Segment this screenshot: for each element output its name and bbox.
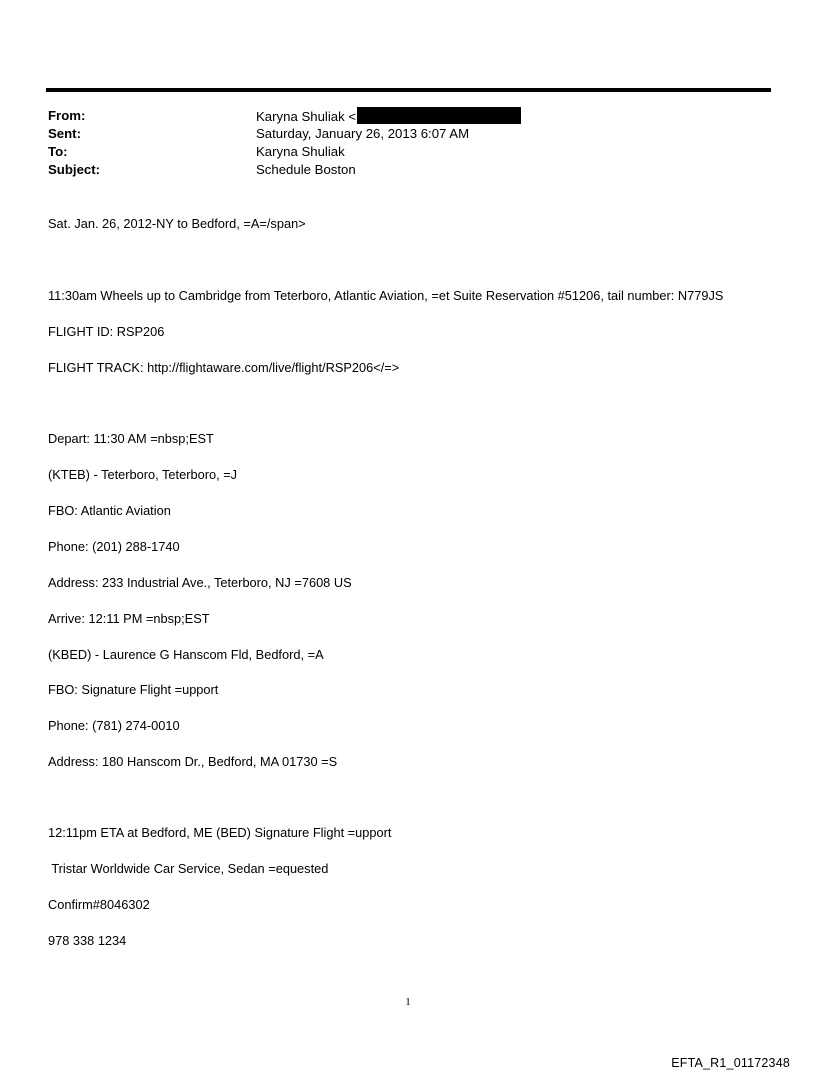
body-line: FLIGHT TRACK: http://flightaware.com/live/flight/RSP206</=> [48,360,400,375]
body-line: Phone: (201) 288-1740 [48,539,180,554]
body-line: Phone: (781) 274-0010 [48,718,180,733]
body-line: 12:11pm ETA at Bedford, ME (BED) Signature Flight =upport [48,825,392,840]
body-line: 11:30am Wheels up to Cambridge from Teterboro, Atlantic Aviation, =et Suite Reservation #51206, tail number: N779JS [48,288,724,303]
to-label: To: [48,144,68,159]
page-number: 1 [405,996,411,1008]
body-line: FBO: Signature Flight =upport [48,682,219,697]
header-rule [46,88,771,92]
subject-label: Subject: [48,162,101,177]
bates-number: EFTA_R1_01172348 [671,1056,790,1070]
redaction-box [357,107,521,124]
body-line: Arrive: 12:11 PM =nbsp;EST [48,611,210,626]
body-line: Sat. Jan. 26, 2012-NY to Bedford, =A=/span> [48,216,306,231]
body-line: Depart: 11:30 AM =nbsp;EST [48,431,214,446]
body-line: 978 338 1234 [48,933,127,948]
body-line: FBO: Atlantic Aviation [48,503,171,518]
body-line: (KTEB) - Teterboro, Teterboro, =J [48,467,238,482]
to-value: Karyna Shuliak [256,144,345,159]
subject-value: Schedule Boston [256,162,356,177]
from-value [256,107,521,126]
body-line: Tristar Worldwide Car Service, Sedan =equested [48,861,329,876]
body-line: Address: 233 Industrial Ave., Teterboro, NJ =7608 US [48,575,352,590]
body-line: Confirm#8046302 [48,897,150,912]
body-line: (KBED) - Laurence G Hanscom Fld, Bedford, =A [48,647,324,662]
body-line: FLIGHT ID: RSP206 [48,324,165,339]
body-line: Address: 180 Hanscom Dr., Bedford, MA 01730 =S [48,754,338,769]
from-name: Karyna Shuliak < [256,109,357,124]
from-label: From: [48,108,86,123]
sent-label: Sent: [48,126,81,141]
sent-value: Saturday, January 26, 2013 6:07 AM [256,126,470,141]
